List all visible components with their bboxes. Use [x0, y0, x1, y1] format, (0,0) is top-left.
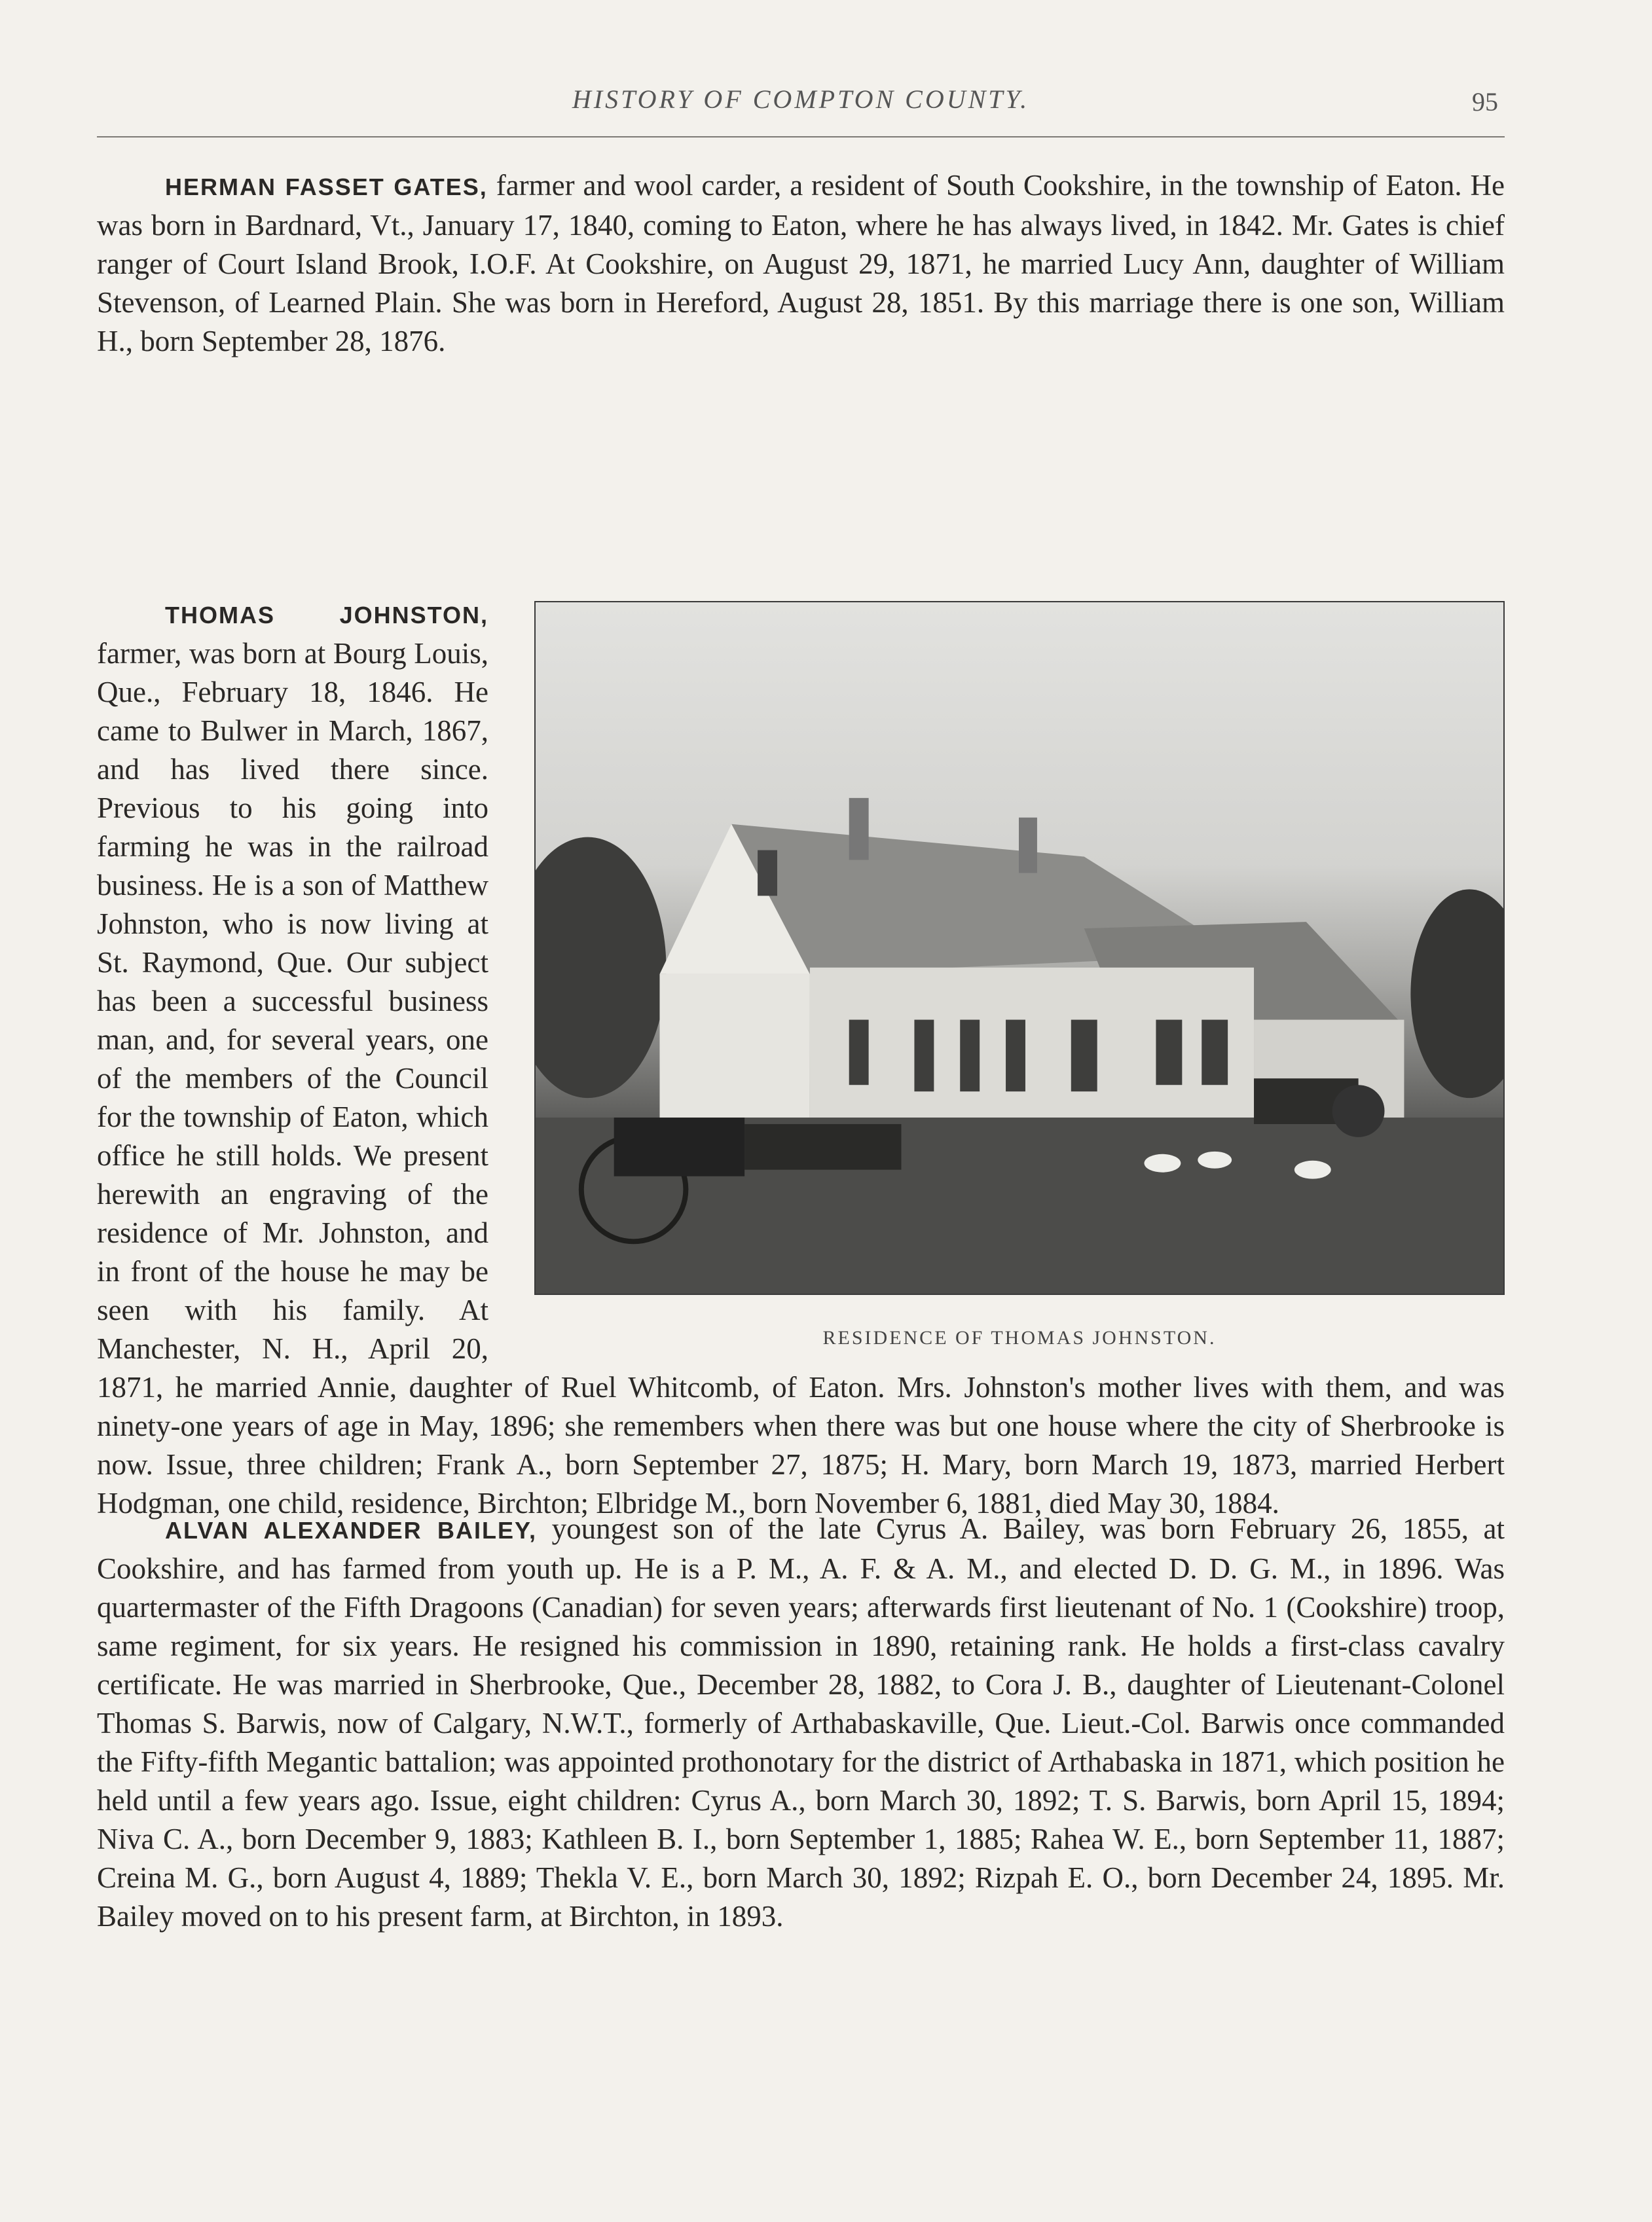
figure-caption: RESIDENCE OF THOMAS JOHNSTON.: [822, 1327, 1217, 1349]
residence-engraving: [536, 602, 1503, 1294]
entry-name: THOMAS JOHNSTON,: [165, 602, 488, 628]
entry-thomas-johnston: [97, 437, 1505, 1523]
entry-herman-gates: [97, 166, 1505, 361]
residence-figure: [534, 601, 1505, 1364]
residence-photo: [534, 601, 1505, 1295]
running-title: HISTORY OF COMPTON COUNTY.: [572, 84, 1030, 114]
entry-name: ALVAN ALEXANDER BAILEY,: [165, 1517, 538, 1544]
entry-text: farmer, was born at Bourg Louis, Que., February 18, 1846. He came to Bulwer in March, 1867, and has lived there since. Previous to his going into farming he was in the railroad business. He is a son of Matthew Johnston, who is now living at St. Raymond, Que. Our subject has been a successful business man, and, for several years, one of the members of the Council for the township of Eaton, which office he still holds. We present herewith an engraving of the residence of Mr. Johnston, and in front of the house he may be seen with his family. At Manchester, N. H., April 20, 1871, he married Annie, daughter of Ruel Whitcomb, of Eaton. Mrs. Johnston's mother lives with them, and was ninety-one years of age in May, 1896; she remembers when there was but one house where the city of Sherbrooke is now. Issue, three children; Frank A., born September 27, 1875; H. Mary, born March 19, 1873, married Herbert Hodgman, one child, residence, Birchton; Elbridge M., born November 6, 1881, died May 30, 1884.: [97, 637, 1505, 1520]
entry-alvan-bailey: [97, 1510, 1505, 1936]
entry-text: youngest son of the late Cyrus A. Bailey, was born February 26, 1855, at Cookshire, and has farmed from youth up. He is a P. M., A. F. & A. M., and elected D. D. G. M., in 1896. Was quartermaster of the Fifth Dragoons (Canadian) for seven years; afterwards first lieutenant of No. 1 (Cookshire) troop, same regiment, for six years. He resigned his commission in 1890, retaining rank. He holds a first-class cavalry certificate. He was married in Sherbrooke, Que., December 28, 1882, to Cora J. B., daughter of Lieutenant-Colonel Thomas S. Barwis, now of Calgary, N.W.T., formerly of Arthabaskaville, Que. Lieut.-Col. Barwis once commanded the Fifty-fifth Megantic battalion; was appointed prothonotary for the district of Arthabaska in 1871, which position he held until a few years ago. Issue, eight children: Cyrus A., born March 30, 1892; T. S. Barwis, born April 15, 1894; Niva C. A., born December 9, 1883; Kathleen B. I., born September 1, 1885; Rahea W. E., born September 11, 1887; Creina M. G., born August 4, 1889; Thekla V. E., born March 30, 1892; Rizpah E. O., born December 24, 1895. Mr. Bailey moved on to his present farm, at Birchton, in 1893.: [97, 1512, 1505, 1933]
entry-name: HERMAN FASSET GATES,: [165, 173, 488, 200]
float-spacer: [97, 437, 1505, 594]
page-number: 95: [1472, 87, 1498, 117]
page-header: [97, 84, 1505, 137]
entry-text: farmer and wool carder, a resident of South Cookshire, in the township of Eaton. He was born in Bardnard, Vt., January 17, 1840, coming to Eaton, where he has always lived, in 1842. Mr. Gates is chief ranger of Court Island Brook, I.O.F. At Cookshire, on August 29, 1871, he married Lucy Ann, daughter of William Stevenson, of Learned Plain. She was born in Hereford, August 28, 1851. By this marriage there is one son, William H., born September 28, 1876.: [97, 169, 1505, 357]
